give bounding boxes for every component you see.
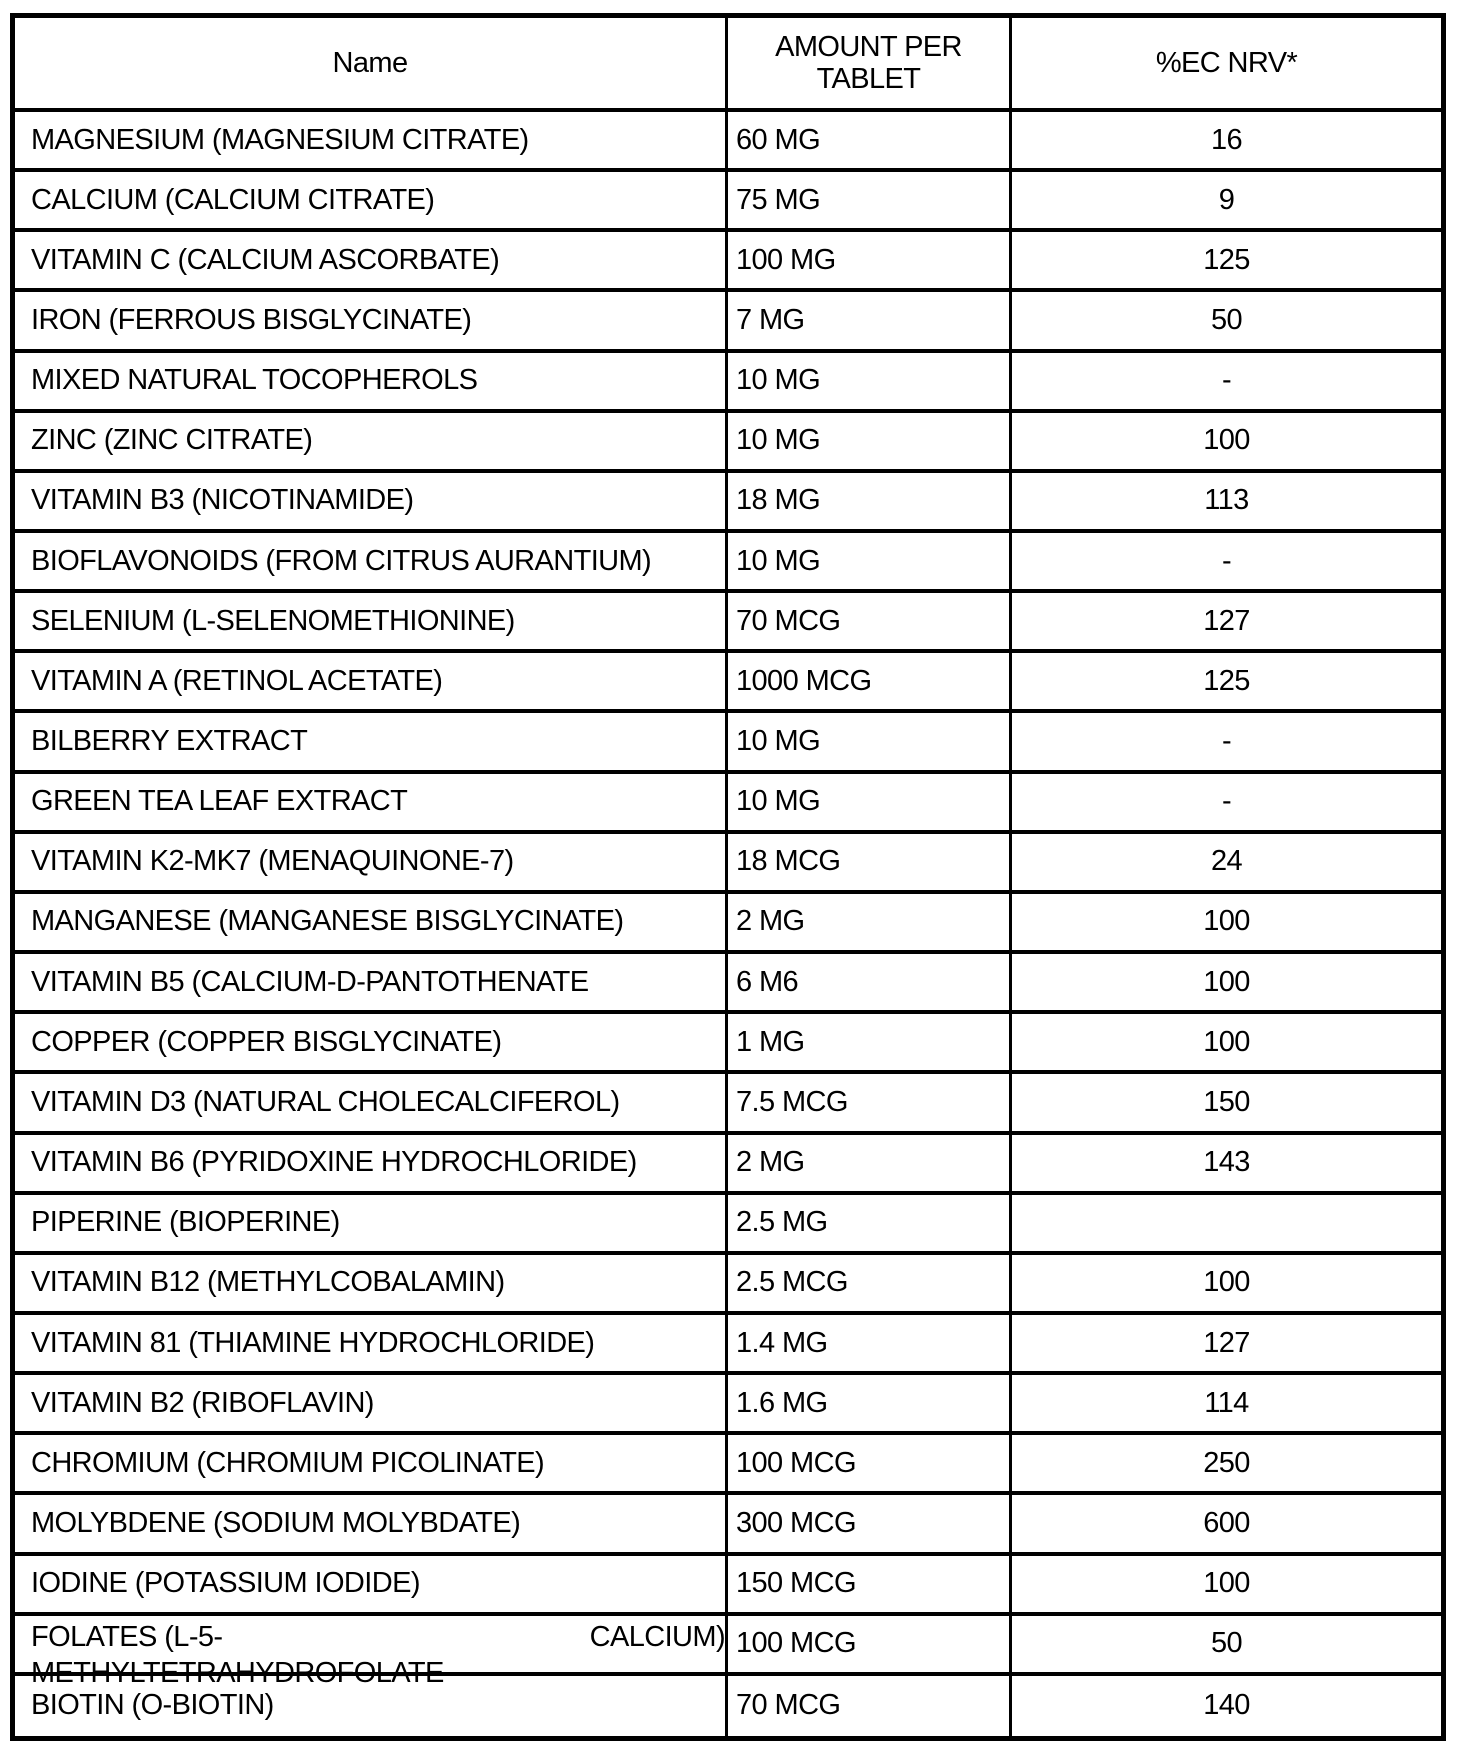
table-row — [15, 1014, 1441, 1074]
cell-amount: 7.5 MCG — [725, 1074, 1009, 1130]
cell-amount: 1.4 MG — [725, 1315, 1009, 1371]
cell-name: CHROMIUM (CHROMIUM PICOLINATE) — [31, 1446, 545, 1479]
table-row — [15, 232, 1441, 292]
table-row — [15, 1074, 1441, 1134]
header-amount-line1: AMOUNT PER — [775, 31, 962, 63]
cell-nrv: 100 — [1009, 1255, 1441, 1311]
cell-nrv: 100 — [1009, 954, 1441, 1010]
cell-amount: 18 MCG — [725, 834, 1009, 890]
cell-name: VITAMIN B12 (METHYLCOBALAMIN) — [31, 1266, 505, 1299]
cell-amount: 18 MG — [725, 473, 1009, 529]
cell-nrv: 100 — [1009, 894, 1441, 950]
cell-amount: 10 MG — [725, 713, 1009, 769]
cell-nrv: - — [1009, 713, 1441, 769]
table-row — [15, 1375, 1441, 1435]
cell-nrv: 100 — [1009, 1014, 1441, 1070]
cell-amount: 75 MG — [725, 172, 1009, 228]
cell-amount: 300 MCG — [725, 1495, 1009, 1551]
cell-name: VITAMIN B6 (PYRIDOXINE HYDROCHLORIDE) — [31, 1146, 637, 1179]
table-row — [15, 1255, 1441, 1315]
table-row — [15, 713, 1441, 773]
cell-amount: 100 MCG — [725, 1435, 1009, 1491]
cell-nrv: - — [1009, 533, 1441, 589]
table-row — [15, 894, 1441, 954]
table-row — [15, 593, 1441, 653]
cell-amount: 100 MCG — [725, 1616, 1009, 1672]
cell-nrv: 600 — [1009, 1495, 1441, 1551]
table-row — [15, 1616, 1441, 1689]
cell-amount: 2.5 MCG — [725, 1255, 1009, 1311]
cell-name: VITAMIN B5 (CALCIUM-D-PANTOTHENATE — [31, 965, 589, 998]
table-row — [15, 954, 1441, 1014]
table-row — [15, 1495, 1441, 1555]
cell-name: CALCIUM (CALCIUM CITRATE) — [31, 183, 435, 216]
cell-name: MIXED NATURAL TOCOPHEROLS — [31, 364, 478, 397]
cell-amount: 100 MG — [725, 232, 1009, 288]
cell-name: GREEN TEA LEAF EXTRACT — [31, 785, 408, 818]
cell-nrv: - — [1009, 353, 1441, 409]
cell-amount: 10 MG — [725, 774, 1009, 830]
cell-amount: 150 MCG — [725, 1556, 1009, 1612]
cell-name-line2: CALCIUM) — [589, 1620, 725, 1653]
table-row — [15, 1195, 1441, 1255]
cell-name: VITAMIN B2 (RIBOFLAVIN) — [31, 1386, 374, 1419]
cell-nrv: 114 — [1009, 1375, 1441, 1431]
cell-amount: 70 MCG — [725, 593, 1009, 649]
cell-amount: 1000 MCG — [725, 653, 1009, 709]
table-row — [15, 473, 1441, 533]
header-nrv: %EC NRV* — [1009, 18, 1441, 108]
header-amount-line2: TABLET — [816, 63, 921, 95]
cell-nrv: 50 — [1009, 292, 1441, 348]
cell-name: VITAMIN A (RETINOL ACETATE) — [31, 664, 443, 697]
cell-nrv: - — [1009, 774, 1441, 830]
cell-amount: 1 MG — [725, 1014, 1009, 1070]
cell-name: PIPERINE (BIOPERINE) — [31, 1206, 340, 1239]
cell-nrv: 125 — [1009, 232, 1441, 288]
cell-name: SELENIUM (L-SELENOMETHIONINE) — [31, 604, 515, 637]
cell-name: BIOTIN (O-BIOTIN) — [31, 1689, 274, 1722]
cell-name: BILBERRY EXTRACT — [31, 725, 308, 758]
cell-amount: 60 MG — [725, 112, 1009, 168]
cell-nrv: 250 — [1009, 1435, 1441, 1491]
table-row — [15, 1435, 1441, 1495]
table-row — [15, 774, 1441, 834]
header-amount — [725, 18, 1009, 108]
cell-name: VITAMIN D3 (NATURAL CHOLECALCIFEROL) — [31, 1085, 620, 1118]
cell-amount: 10 MG — [725, 413, 1009, 469]
cell-amount: 2 MG — [725, 894, 1009, 950]
cell-amount: 70 MCG — [725, 1676, 1009, 1736]
cell-name: MANGANESE (MANGANESE BISGLYCINATE) — [31, 905, 624, 938]
cell-name: VITAMIN B3 (NICOTINAMIDE) — [31, 484, 414, 517]
table-row — [15, 834, 1441, 894]
cell-amount: 7 MG — [725, 292, 1009, 348]
cell-nrv: 100 — [1009, 1556, 1441, 1612]
cell-name: BIOFLAVONOIDS (FROM CITRUS AURANTIUM) — [31, 544, 652, 577]
table-row — [15, 292, 1441, 352]
table-grid — [15, 18, 1441, 1736]
cell-name: IRON (FERROUS BISGLYCINATE) — [31, 304, 472, 336]
cell-amount: 2 MG — [725, 1135, 1009, 1191]
cell-nrv — [1009, 1195, 1441, 1251]
cell-nrv: 127 — [1009, 1315, 1441, 1371]
cell-nrv: 9 — [1009, 172, 1441, 228]
cell-nrv: 125 — [1009, 653, 1441, 709]
cell-name: MOLYBDENE (SODIUM MOLYBDATE) — [31, 1506, 521, 1539]
cell-nrv: 127 — [1009, 593, 1441, 649]
cell-name: VITAMIN 81 (THIAMINE HYDROCHLORIDE) — [31, 1326, 595, 1359]
nutrition-table — [10, 13, 1446, 1741]
table-row — [15, 1556, 1441, 1616]
cell-name: COPPER (COPPER BISGLYCINATE) — [31, 1025, 502, 1058]
cell-nrv: 150 — [1009, 1074, 1441, 1130]
table-row — [15, 172, 1441, 232]
cell-nrv: 100 — [1009, 413, 1441, 469]
cell-nrv: 140 — [1009, 1676, 1441, 1736]
cell-name-line1: FOLATES (L-5-METHYLTETRAHYDROFOLATE — [31, 1620, 444, 1689]
table-row — [15, 1135, 1441, 1195]
cell-name: IODINE (POTASSIUM IODIDE) — [31, 1567, 420, 1600]
cell-name: VITAMIN K2-MK7 (MENAQUINONE-7) — [31, 845, 514, 878]
header-row — [15, 18, 1441, 112]
table-row — [15, 413, 1441, 473]
cell-name: ZINC (ZINC CITRATE) — [31, 424, 313, 457]
cell-amount: 1.6 MG — [725, 1375, 1009, 1431]
cell-nrv: 16 — [1009, 112, 1441, 168]
table-row — [15, 1676, 1441, 1736]
cell-amount: 6 M6 — [725, 954, 1009, 1010]
cell-name — [15, 1616, 725, 1689]
cell-nrv: 113 — [1009, 473, 1441, 529]
table-row — [15, 112, 1441, 172]
table-row — [15, 353, 1441, 413]
cell-amount: 10 MG — [725, 533, 1009, 589]
cell-name: MAGNESIUM (MAGNESIUM CITRATE) — [31, 123, 529, 156]
cell-amount: 2.5 MG — [725, 1195, 1009, 1251]
cell-nrv: 50 — [1009, 1616, 1441, 1672]
table-row — [15, 653, 1441, 713]
cell-nrv: 24 — [1009, 834, 1441, 890]
cell-amount: 10 MG — [725, 353, 1009, 409]
table-row — [15, 533, 1441, 593]
table-row — [15, 1315, 1441, 1375]
cell-nrv: 143 — [1009, 1135, 1441, 1191]
cell-name: VITAMIN C (CALCIUM ASCORBATE) — [31, 243, 500, 276]
header-name: Name — [332, 46, 408, 79]
